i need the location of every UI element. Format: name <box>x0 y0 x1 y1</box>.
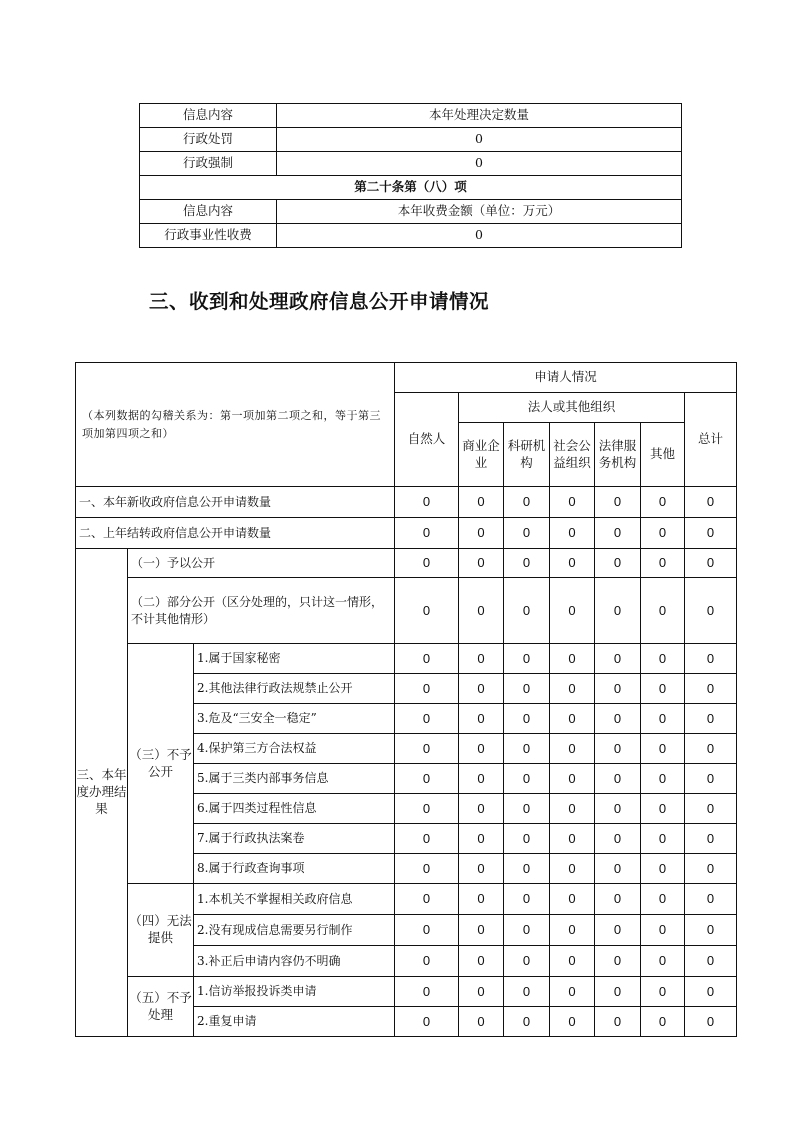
cell: 0 <box>504 674 550 704</box>
col-research: 科研机构 <box>504 423 550 487</box>
cell: 0 <box>395 854 459 884</box>
application-statistics-table <box>75 362 737 1037</box>
table-row <box>76 578 737 644</box>
table-row <box>76 644 737 674</box>
cell: 0 <box>641 854 685 884</box>
cell: 0 <box>459 704 504 734</box>
col-legal-service: 法律服务机构 <box>595 423 641 487</box>
not-disclose-item: 5.属于三类内部事务信息 <box>194 764 395 794</box>
cell: 0 <box>595 854 641 884</box>
cell: 0 <box>550 674 595 704</box>
cell: 0 <box>459 854 504 884</box>
row-label-penalty: 行政处罚 <box>140 128 277 152</box>
table-row <box>76 884 737 915</box>
not-process-item: 2.重复申请 <box>194 1007 395 1037</box>
cell: 0 <box>395 704 459 734</box>
cell: 0 <box>641 704 685 734</box>
cell: 0 <box>459 946 504 977</box>
row-value-penalty: 0 <box>277 128 682 152</box>
cell: 0 <box>641 824 685 854</box>
cell: 0 <box>395 578 459 644</box>
section-title: 第二十条第（八）项 <box>140 176 682 200</box>
cell: 0 <box>550 549 595 578</box>
row-label-coercion: 行政强制 <box>140 152 277 176</box>
legal-group-header: 法人或其他组织 <box>459 393 685 423</box>
header-info-content: 信息内容 <box>140 104 277 128</box>
cell: 0 <box>641 764 685 794</box>
cell: 0 <box>395 764 459 794</box>
cell: 0 <box>685 915 737 946</box>
cell: 0 <box>504 704 550 734</box>
cell: 0 <box>550 977 595 1007</box>
cell: 0 <box>459 674 504 704</box>
cell: 0 <box>685 578 737 644</box>
cell: 0 <box>595 946 641 977</box>
cell: 0 <box>395 487 459 518</box>
cell: 0 <box>595 764 641 794</box>
cell: 0 <box>459 518 504 549</box>
cell: 0 <box>459 644 504 674</box>
cell: 0 <box>504 549 550 578</box>
row2-label: 二、上年结转政府信息公开申请数量 <box>76 518 395 549</box>
cell: 0 <box>395 824 459 854</box>
cell: 0 <box>395 644 459 674</box>
not-process-item: 1.信访举报投诉类申请 <box>194 977 395 1007</box>
table-row <box>76 977 737 1007</box>
cell: 0 <box>685 704 737 734</box>
cell: 0 <box>595 884 641 915</box>
not-disclose-item: 7.属于行政执法案卷 <box>194 824 395 854</box>
row1-label: 一、本年新收政府信息公开申请数量 <box>76 487 395 518</box>
cell: 0 <box>641 549 685 578</box>
table-row <box>76 549 737 578</box>
cell: 0 <box>504 1007 550 1037</box>
cell: 0 <box>459 578 504 644</box>
cell: 0 <box>550 704 595 734</box>
fee-and-decision-table <box>139 103 682 248</box>
applicant-header: 申请人情况 <box>395 363 737 393</box>
cell: 0 <box>641 884 685 915</box>
cell: 0 <box>685 824 737 854</box>
cell: 0 <box>685 518 737 549</box>
cell: 0 <box>641 674 685 704</box>
cell: 0 <box>459 549 504 578</box>
cell: 0 <box>595 644 641 674</box>
cell: 0 <box>550 824 595 854</box>
cell: 0 <box>550 946 595 977</box>
cell: 0 <box>685 854 737 884</box>
partial-disclose-label: （二）部分公开（区分处理的，只计这一情形，不计其他情形） <box>128 578 395 644</box>
cell: 0 <box>550 644 595 674</box>
not-disclose-item: 4.保护第三方合法权益 <box>194 734 395 764</box>
cell: 0 <box>459 794 504 824</box>
cell: 0 <box>641 518 685 549</box>
col-commercial: 商业企业 <box>459 423 504 487</box>
cell: 0 <box>685 734 737 764</box>
cell: 0 <box>595 824 641 854</box>
cell: 0 <box>685 794 737 824</box>
cell: 0 <box>550 518 595 549</box>
cell: 0 <box>550 578 595 644</box>
cell: 0 <box>685 549 737 578</box>
cell: 0 <box>550 915 595 946</box>
row-label-admin-fee: 行政事业性收费 <box>140 224 277 248</box>
cell: 0 <box>459 824 504 854</box>
not-disclose-group-label: （三）不予公开 <box>128 644 194 884</box>
fee-header-info-content: 信息内容 <box>140 200 277 224</box>
cell: 0 <box>504 854 550 884</box>
cell: 0 <box>641 734 685 764</box>
cannot-provide-item: 1.本机关不掌握相关政府信息 <box>194 884 395 915</box>
cell: 0 <box>685 487 737 518</box>
cell: 0 <box>685 946 737 977</box>
cell: 0 <box>550 1007 595 1037</box>
header-decision-count: 本年处理决定数量 <box>277 104 682 128</box>
cell: 0 <box>395 915 459 946</box>
cannot-provide-item: 2.没有现成信息需要另行制作 <box>194 915 395 946</box>
cell: 0 <box>595 794 641 824</box>
cell: 0 <box>459 1007 504 1037</box>
cell: 0 <box>459 487 504 518</box>
cell: 0 <box>459 915 504 946</box>
cell: 0 <box>685 644 737 674</box>
cell: 0 <box>595 674 641 704</box>
cell: 0 <box>550 734 595 764</box>
cell: 0 <box>504 794 550 824</box>
cell: 0 <box>395 1007 459 1037</box>
cell: 0 <box>595 578 641 644</box>
not-disclose-item: 3.危及“三安全一稳定” <box>194 704 395 734</box>
cell: 0 <box>395 518 459 549</box>
cell: 0 <box>641 1007 685 1037</box>
cell: 0 <box>459 764 504 794</box>
not-disclose-item: 6.属于四类过程性信息 <box>194 794 395 824</box>
cell: 0 <box>550 884 595 915</box>
cell: 0 <box>550 794 595 824</box>
cell: 0 <box>395 549 459 578</box>
cell: 0 <box>641 915 685 946</box>
not-process-group-label: （五）不予处理 <box>128 977 194 1037</box>
table-row <box>76 518 737 549</box>
not-disclose-item: 8.属于行政查询事项 <box>194 854 395 884</box>
cell: 0 <box>395 794 459 824</box>
cell: 0 <box>595 1007 641 1037</box>
cell: 0 <box>595 704 641 734</box>
cell: 0 <box>595 977 641 1007</box>
col-total: 总计 <box>685 393 737 487</box>
cell: 0 <box>504 764 550 794</box>
cell: 0 <box>395 946 459 977</box>
cell: 0 <box>641 578 685 644</box>
cell: 0 <box>504 977 550 1007</box>
not-disclose-item: 1.属于国家秘密 <box>194 644 395 674</box>
relationship-note: （本列数据的勾稽关系为：第一项加第二项之和，等于第三项加第四项之和） <box>76 363 395 487</box>
cell: 0 <box>641 946 685 977</box>
cell: 0 <box>504 915 550 946</box>
col-other: 其他 <box>641 423 685 487</box>
cell: 0 <box>504 518 550 549</box>
cell: 0 <box>504 884 550 915</box>
cell: 0 <box>395 734 459 764</box>
section3-label: 三、本年度办理结果 <box>76 549 128 1037</box>
cell: 0 <box>504 578 550 644</box>
cell: 0 <box>395 884 459 915</box>
cell: 0 <box>550 487 595 518</box>
row-value-admin-fee: 0 <box>277 224 682 248</box>
col-natural-person: 自然人 <box>395 393 459 487</box>
cell: 0 <box>459 734 504 764</box>
cell: 0 <box>685 1007 737 1037</box>
cell: 0 <box>550 764 595 794</box>
row-value-coercion: 0 <box>277 152 682 176</box>
section-heading: 三、收到和处理政府信息公开申请情况 <box>149 290 490 313</box>
cell: 0 <box>459 884 504 915</box>
disclose-label: （一）予以公开 <box>128 549 395 578</box>
cell: 0 <box>395 674 459 704</box>
col-public-welfare: 社会公益组织 <box>550 423 595 487</box>
cell: 0 <box>685 977 737 1007</box>
cell: 0 <box>395 977 459 1007</box>
cell: 0 <box>641 794 685 824</box>
cell: 0 <box>685 674 737 704</box>
cell: 0 <box>641 487 685 518</box>
cell: 0 <box>459 977 504 1007</box>
cell: 0 <box>504 487 550 518</box>
not-disclose-item: 2.其他法律行政法规禁止公开 <box>194 674 395 704</box>
cell: 0 <box>504 824 550 854</box>
cell: 0 <box>504 644 550 674</box>
fee-header-amount: 本年收费金额（单位：万元） <box>277 200 682 224</box>
cell: 0 <box>504 734 550 764</box>
cannot-provide-group-label: （四）无法提供 <box>128 884 194 977</box>
cell: 0 <box>641 977 685 1007</box>
cell: 0 <box>595 518 641 549</box>
cannot-provide-item: 3.补正后申请内容仍不明确 <box>194 946 395 977</box>
cell: 0 <box>595 734 641 764</box>
cell: 0 <box>595 915 641 946</box>
cell: 0 <box>595 487 641 518</box>
cell: 0 <box>685 764 737 794</box>
cell: 0 <box>641 644 685 674</box>
table-row <box>76 487 737 518</box>
cell: 0 <box>550 854 595 884</box>
cell: 0 <box>685 884 737 915</box>
cell: 0 <box>504 946 550 977</box>
cell: 0 <box>595 549 641 578</box>
